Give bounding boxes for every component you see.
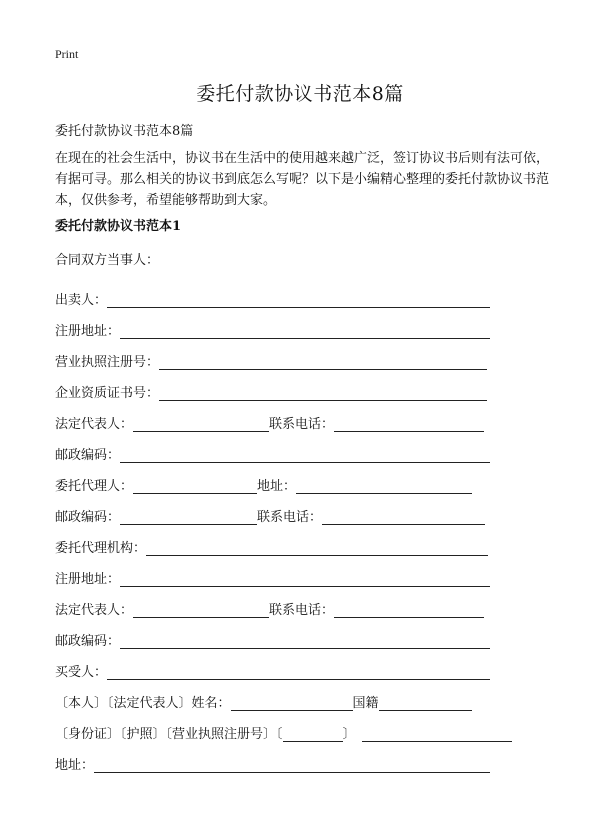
form-row-legal-rep-2 [55,590,555,621]
field-label: 联系电话： [257,510,323,525]
form-row-reg-address [55,311,555,342]
field-label: 邮政编码： [55,634,121,649]
form-row-postcode-3 [55,621,555,652]
blank-line [334,599,484,618]
blank-line [107,661,490,680]
form-row-business-license [55,342,555,373]
field-label: 〕 [342,727,356,742]
blank-line [120,568,490,587]
blank-line [120,320,490,339]
form-row-agent [55,466,555,497]
form-row-id-type [55,714,555,745]
form-row-seller [55,280,555,311]
blank-line [334,413,484,432]
blank-line [94,754,490,773]
field-label: 注册地址： [55,324,121,339]
field-label: 出卖人： [55,293,108,308]
intro-paragraph: 在现在的社会生活中，协议书在生活中的使用越来越广泛，签订协议书后则有法可依，有据可寻。那么相关的协议书到底怎么写呢？以下是小编精心整理的委托付款协议书范本，仅供参考，希望能够帮助到大家。 [55,151,550,208]
field-label: 邮政编码： [55,510,121,525]
document-subtitle: 委托付款协议书范本8篇 [55,124,194,139]
field-label: 企业资质证书号： [55,386,160,401]
field-label: 委托代理人： [55,479,134,494]
form-row-agency [55,528,555,559]
form-row-address [55,745,555,776]
field-label: 营业执照注册号： [55,355,160,370]
blank-line [120,506,257,525]
field-label: 委托代理机构： [55,541,147,556]
section-heading: 委托付款协议书范本1 [55,219,182,234]
blank-line [146,537,488,556]
print-link[interactable]: Print [55,47,79,61]
blank-line [362,723,512,742]
field-label: 国籍 [352,696,379,711]
blank-line [159,382,487,401]
field-label: 买受人： [55,665,108,680]
form-row-identity [55,683,555,714]
blank-line [107,289,490,308]
blank-line [296,475,472,494]
form-row-reg-address-2 [55,559,555,590]
form-row-buyer [55,652,555,683]
blank-line [133,599,269,618]
form-row-legal-rep [55,404,555,435]
contract-form [55,280,555,776]
parties-label: 合同双方当事人： [55,253,160,268]
blank-line [133,475,257,494]
field-label: 法定代表人： [55,417,134,432]
blank-line [120,630,490,649]
blank-line [159,351,487,370]
form-row-postcode [55,435,555,466]
field-label: 联系电话： [269,417,335,432]
form-row-postcode-phone [55,497,555,528]
form-row-qualification [55,373,555,404]
field-label: 法定代表人： [55,603,134,618]
blank-line [120,444,490,463]
blank-line [231,692,353,711]
field-label: 联系电话： [269,603,335,618]
blank-line [379,692,472,711]
blank-line [322,506,485,525]
field-label: 〔本人〕〔法定代表人〕姓名： [55,696,231,711]
field-label: 注册地址： [55,572,121,587]
document-title: 委托付款协议书范本8篇 [196,83,404,105]
blank-line [133,413,269,432]
field-label: 地址： [55,758,95,773]
field-label: 地址： [257,479,297,494]
field-label: 〔身份证〕〔护照〕〔营业执照注册号〕〔 [55,727,283,742]
field-label: 邮政编码： [55,448,121,463]
blank-line [283,723,343,742]
